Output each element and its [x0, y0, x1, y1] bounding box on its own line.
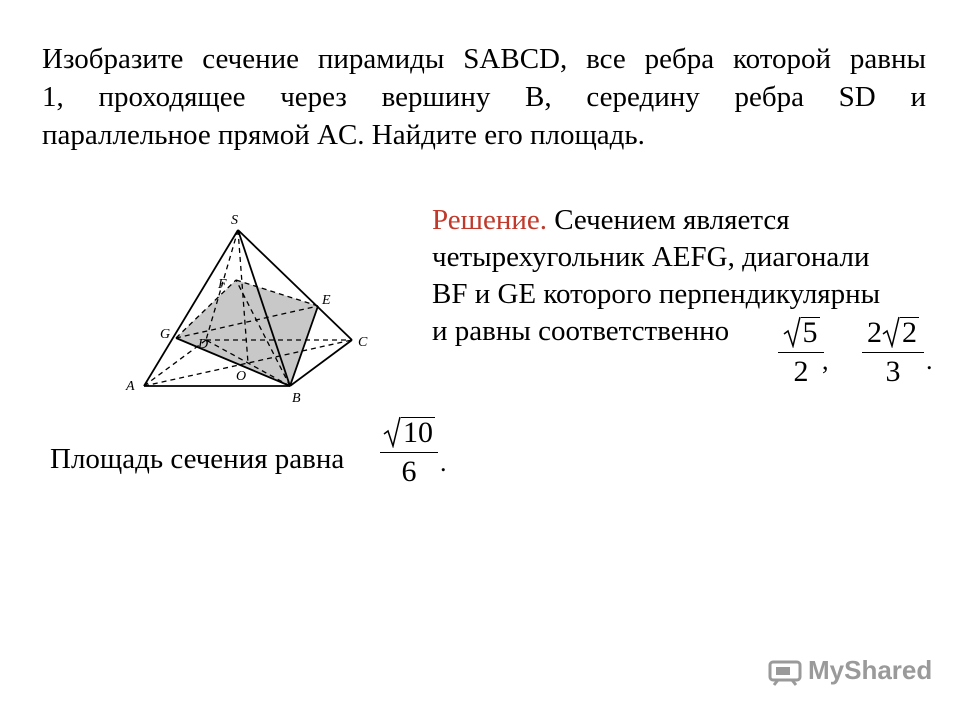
answer-line	[50, 440, 344, 478]
coefficient: 2	[867, 316, 882, 349]
solution-line-1	[432, 202, 932, 239]
answer-text: Площадь сечения равна	[50, 443, 345, 475]
sqrt-symbol	[383, 416, 435, 450]
watermark-logo	[768, 655, 932, 686]
radicand: 10	[403, 416, 433, 449]
fraction-numerator	[380, 416, 438, 450]
solution-line-2: четырехугольник AEFG, диагонали	[432, 241, 870, 273]
solution-line-1-text: Сечением является	[554, 204, 790, 236]
label-C: C	[358, 335, 368, 350]
fraction-bar	[862, 352, 924, 353]
label-E: E	[322, 293, 331, 308]
label-F: F	[218, 277, 227, 292]
problem-line-3: параллельное прямой AC. Найдите его площадь.	[42, 119, 645, 151]
fraction-numerator	[778, 316, 824, 350]
fraction-denominator: 6	[401, 455, 417, 488]
sqrt-symbol	[783, 316, 820, 350]
problem-statement	[42, 40, 926, 154]
label-S: S	[231, 213, 238, 228]
solution-block	[432, 202, 932, 350]
fraction-bar	[380, 452, 438, 453]
logo-text: MyShared	[808, 655, 933, 685]
solution-heading: Решение.	[432, 204, 547, 236]
fraction-diag-ge	[862, 316, 924, 389]
fraction-denominator: 2	[793, 355, 809, 388]
period: .	[440, 448, 447, 477]
solution-line-3: BF и GE которого перпендикулярны	[432, 278, 881, 310]
projector-icon	[768, 656, 802, 686]
fraction-bar	[778, 352, 824, 353]
label-O: O	[236, 369, 247, 384]
radicand: 5	[802, 316, 818, 349]
label-B: B	[292, 391, 301, 403]
period: .	[926, 346, 933, 375]
label-A: A	[126, 379, 135, 394]
fraction-answer	[380, 416, 438, 489]
comma: ,	[822, 346, 829, 375]
solution-line-4: и равны соответственно	[432, 315, 730, 347]
problem-line-1: Изобразите сечение пирамиды SABCD, все ребра которой равны	[42, 43, 926, 75]
sqrt-symbol	[882, 316, 919, 350]
problem-line-2: 1, проходящее через вершину B, середину ребра SD и	[42, 81, 926, 113]
pyramid-figure	[118, 208, 378, 403]
fraction-diag-bf	[778, 316, 824, 389]
fraction-denominator: 3	[885, 355, 901, 388]
label-D: D	[198, 337, 209, 352]
radicand: 2	[902, 316, 917, 349]
fraction-numerator	[862, 316, 924, 350]
label-G: G	[160, 327, 171, 342]
